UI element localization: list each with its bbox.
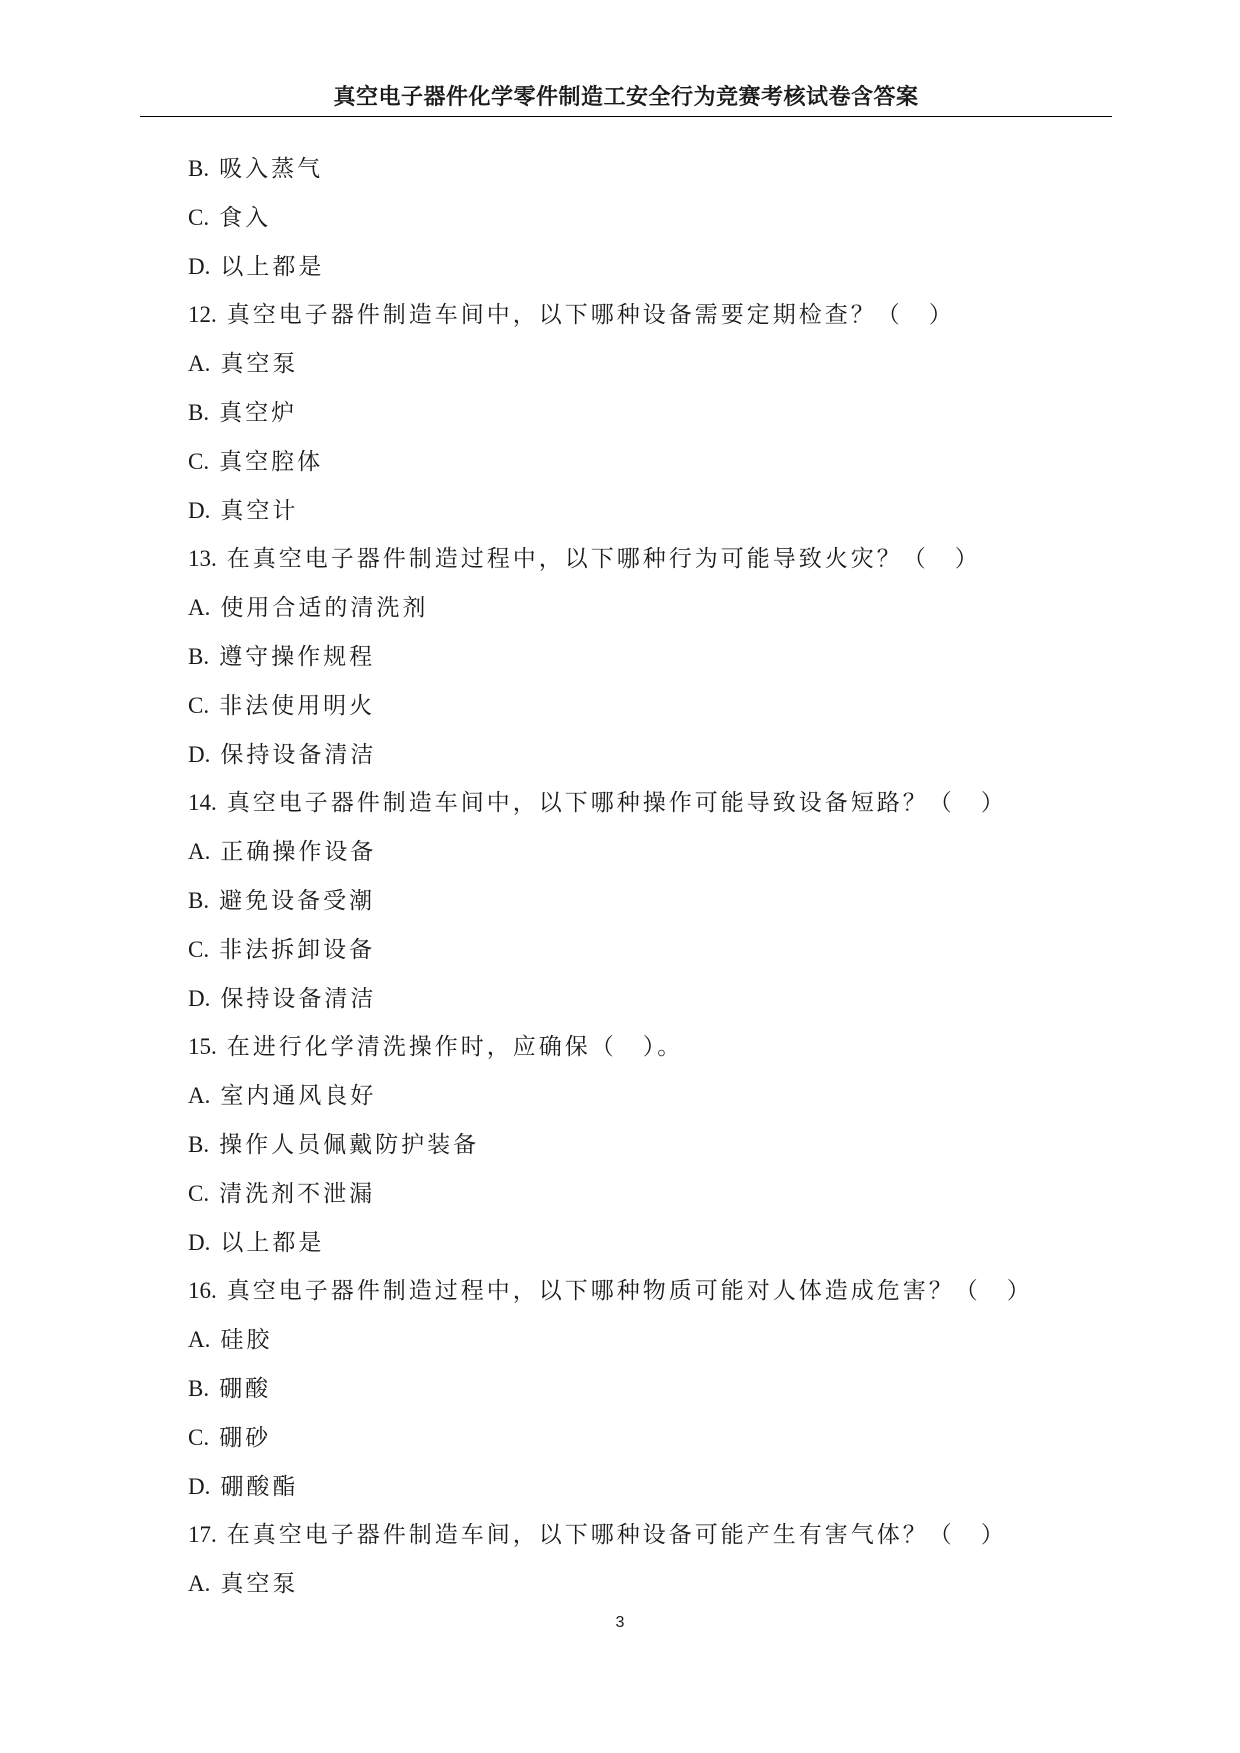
question-number: 12. [188,302,217,328]
line-prefix: A. [188,1571,211,1597]
option-line [188,1121,1088,1170]
line-text: 真空炉 [219,399,298,426]
line-prefix: D. [188,1473,211,1499]
line-prefix: A. [188,351,211,377]
line-prefix: A. [188,839,211,865]
line-prefix: B. [188,1131,210,1157]
question-line [188,779,1088,828]
line-text: 非法拆卸设备 [219,936,376,963]
line-text: 以上都是 [220,1229,325,1256]
line-text: 以上都是 [220,253,325,280]
line-prefix: C. [188,1180,210,1206]
question-text: 在进行化学清洗操作时，应确保（ ）。 [226,1034,684,1061]
option-line [188,145,1088,194]
option-line [188,731,1088,780]
line-text: 真空腔体 [219,448,324,475]
line-text: 硼砂 [219,1424,272,1451]
line-prefix: A. [188,595,211,621]
line-text: 真空泵 [220,351,299,378]
line-text: 非法使用明火 [219,692,376,719]
line-prefix: A. [188,1327,211,1353]
question-number: 16. [188,1278,217,1304]
line-text: 室内通风良好 [220,1083,377,1110]
page-header: 真空电子器件化学零件制造工安全行为竞赛考核试卷含答案 [333,85,919,110]
option-line [188,828,1088,877]
option-line [188,682,1088,731]
page-number: 3 [615,1614,625,1631]
line-prefix: D. [188,497,211,523]
option-line [188,438,1088,487]
line-text: 硅胶 [220,1327,273,1354]
question-text: 真空电子器件制造车间中，以下哪种设备需要定期检查？（ ） [226,302,955,329]
line-prefix: C. [188,204,210,230]
line-prefix: D. [188,741,211,767]
line-prefix: A. [188,1083,211,1109]
question-text: 真空电子器件制造车间中，以下哪种操作可能导致设备短路？（ ） [226,790,1007,817]
line-prefix: C. [188,448,210,474]
option-line [188,1219,1088,1268]
line-prefix: C. [188,692,210,718]
line-prefix: C. [188,1424,210,1450]
option-line [188,1072,1088,1121]
line-prefix: B. [188,156,210,181]
question-number: 13. [188,546,217,572]
option-line [188,926,1088,975]
line-text: 食入 [219,204,272,231]
option-line [188,633,1088,682]
line-text: 保持设备清洁 [220,985,377,1012]
question-number: 14. [188,790,217,816]
question-text: 在真空电子器件制造过程中，以下哪种行为可能导致火灾？（ ） [226,546,981,573]
header-rule [140,116,1112,117]
exam-content [188,145,1088,1609]
option-line [188,1170,1088,1219]
line-text: 避免设备受潮 [219,887,376,914]
question-line [188,1511,1088,1560]
line-text: 清洗剂不泄漏 [219,1180,376,1207]
question-line [188,535,1088,584]
line-prefix: D. [188,253,211,279]
line-text: 真空泵 [220,1571,299,1598]
line-prefix: C. [188,936,210,962]
question-line [188,291,1088,340]
option-line [188,194,1088,243]
question-number: 17. [188,1522,217,1548]
question-line [188,1267,1088,1316]
line-text: 使用合适的清洗剂 [220,595,429,622]
line-prefix: B. [188,887,210,913]
option-line [188,1316,1088,1365]
line-prefix: D. [188,985,211,1011]
option-line [188,1414,1088,1463]
line-text: 吸入蒸气 [219,156,324,182]
option-line [188,389,1088,438]
option-line [188,877,1088,926]
line-prefix: D. [188,1229,211,1255]
line-text: 正确操作设备 [220,839,377,866]
question-text: 真空电子器件制造过程中，以下哪种物质可能对人体造成危害？（ ） [226,1278,1033,1305]
option-line [188,243,1088,292]
question-number: 15. [188,1034,217,1060]
line-text: 保持设备清洁 [220,741,377,768]
line-prefix: B. [188,399,210,425]
line-text: 真空计 [220,497,299,524]
line-text: 操作人员佩戴防护装备 [219,1131,480,1158]
line-text: 遵守操作规程 [219,643,376,670]
option-line [188,340,1088,389]
question-line [188,1023,1088,1072]
option-line [188,1560,1088,1609]
option-line [188,487,1088,536]
option-line [188,1463,1088,1512]
line-text: 硼酸 [219,1375,272,1402]
line-text: 硼酸酯 [220,1473,299,1500]
option-line [188,1365,1088,1414]
question-text: 在真空电子器件制造车间，以下哪种设备可能产生有害气体？（ ） [226,1522,1007,1549]
line-prefix: B. [188,643,210,669]
option-line [188,975,1088,1024]
option-line [188,584,1088,633]
line-prefix: B. [188,1375,210,1401]
